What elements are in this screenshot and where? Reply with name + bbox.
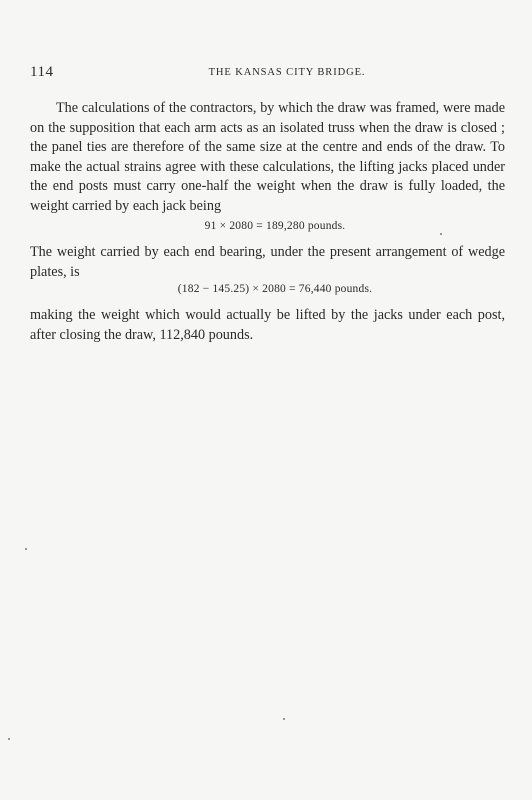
formula-jack-weight: 91 × 2080 = 189,280 pounds. (204, 220, 346, 232)
print-speck (283, 718, 285, 720)
print-speck (440, 233, 442, 235)
paragraph-2: The weight carried by each end bearing, under the present arrangement of wedge plates, is (30, 244, 505, 280)
formula-end-bearing-weight: (182 − 145.25) × 2080 = 76,440 pounds. (177, 283, 373, 295)
page-header (30, 64, 504, 84)
paragraph-1: The calculations of the contractors, by which the draw was framed, were made on the supposition that each arm acts as an isolated truss when the draw is closed ; the panel ties are therefore of the same size at the centre and ends of the draw. To make the actual strains agree with these calculations, the lifting jacks placed under the end posts must carry one-half the weight when the draw is fully loaded, the weight carried by each jack being (30, 100, 505, 214)
paragraph-3: making the weight which would actually be lifted by the jacks under each post, after closing the draw, 112,840 pounds. (30, 307, 505, 343)
print-speck (8, 738, 10, 740)
running-title: THE KANSAS CITY BRIDGE. (208, 67, 366, 78)
print-speck (25, 548, 27, 550)
page-number: 114 (30, 64, 54, 80)
